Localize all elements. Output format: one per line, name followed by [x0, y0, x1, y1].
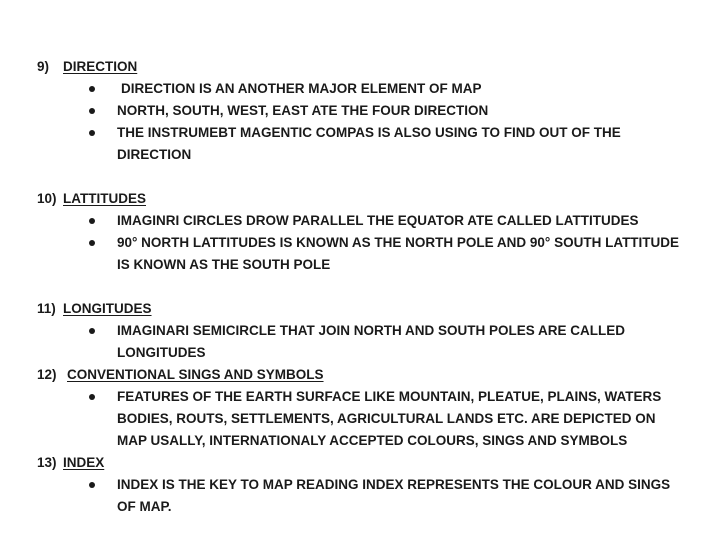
bullet-icon: [89, 482, 95, 488]
section-title: INDEX: [63, 455, 105, 470]
bullet-list: [37, 386, 687, 452]
list-item: [37, 232, 687, 276]
bullet-icon: [89, 86, 95, 92]
section-number: 13): [37, 455, 57, 470]
list-item-text: IMAGINARI SEMICIRCLE THAT JOIN NORTH AND SOUTH POLES ARE CALLED LONGITUDES: [117, 323, 626, 360]
list-item: [37, 122, 687, 166]
section-title: LATTITUDES: [63, 191, 146, 206]
section-heading: [37, 188, 687, 210]
list-item-text: NORTH, SOUTH, WEST, EAST ATE THE FOUR DIRECTION: [117, 103, 489, 118]
list-item: [37, 386, 687, 452]
bullet-list: [37, 210, 687, 276]
bullet-icon: [89, 394, 95, 400]
section-heading: [37, 56, 687, 78]
section-title: CONVENTIONAL SINGS AND SYMBOLS: [67, 367, 324, 382]
bullet-icon: [89, 130, 95, 136]
section-longitudes: [37, 298, 687, 364]
bullet-icon: [89, 328, 95, 334]
section-number: 12): [37, 367, 57, 382]
bullet-icon: [89, 240, 95, 246]
bullet-list: [37, 474, 687, 518]
section-title: LONGITUDES: [63, 301, 152, 316]
section-number: 11): [37, 301, 56, 316]
list-item-text: 90° NORTH LATTITUDES IS KNOWN AS THE NORTH POLE AND 90° SOUTH LATTITUDE IS KNOWN AS THE SOUTH POLE: [117, 235, 680, 272]
section-number: 10): [37, 191, 57, 206]
bullet-icon: [89, 108, 95, 114]
list-item-text: INDEX IS THE KEY TO MAP READING INDEX REPRESENTS THE COLOUR AND SINGS OF MAP.: [117, 477, 671, 514]
list-item: [37, 78, 687, 100]
list-item-text: FEATURES OF THE EARTH SURFACE LIKE MOUNTAIN, PLEATUE, PLAINS, WATERS BODIES, ROUTS, SETTLEMENTS, AGRICULTURAL LANDS ETC. ARE DEPICTED ON MAP USALLY, INTERNATIONALY ACCEPTED COLOURS, SINGS AND SYMBOLS: [117, 389, 662, 448]
list-item: [37, 100, 687, 122]
section-index: [37, 452, 687, 518]
list-item: [37, 474, 687, 518]
section-heading: [37, 364, 687, 386]
list-item-text: IMAGINRI CIRCLES DROW PARALLEL THE EQUATOR ATE CALLED LATTITUDES: [117, 213, 639, 228]
bullet-list: [37, 320, 687, 364]
section-heading: [37, 452, 687, 474]
bullet-icon: [89, 218, 95, 224]
section-direction: [37, 56, 687, 166]
list-item: [37, 320, 687, 364]
bullet-list: [37, 78, 687, 166]
list-item-text: THE INSTRUMEBT MAGENTIC COMPAS IS ALSO USING TO FIND OUT OF THE DIRECTION: [117, 125, 621, 162]
section-heading: [37, 298, 687, 320]
section-conventional-signs: [37, 364, 687, 452]
section-title: DIRECTION: [63, 59, 138, 74]
section-number: 9): [37, 59, 50, 74]
list-item-text: DIRECTION IS AN ANOTHER MAJOR ELEMENT OF MAP: [121, 81, 482, 96]
section-lattitudes: [37, 188, 687, 276]
list-item: [37, 210, 687, 232]
